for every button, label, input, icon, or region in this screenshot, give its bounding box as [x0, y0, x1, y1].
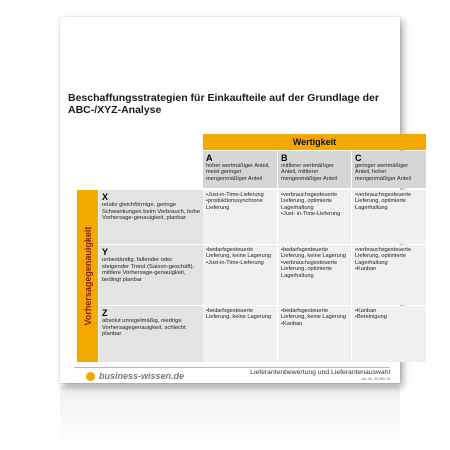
row-letter: X: [102, 192, 109, 202]
cell-x-c: [352, 190, 426, 244]
row-desc: unbeständig, fallender oder steigender Trend (Saison-geschäft), mittlere Vorhersage-genauigkeit, bedingt planbar: [102, 257, 195, 283]
list-item: • Kanban: [355, 308, 423, 314]
list-item: • bedarfsgesteuerte Lieferung, keine Lagerung: [281, 247, 348, 260]
row-letter: Z: [102, 308, 108, 318]
list-item: • bedarfsgesteuerte Lieferung, keine Lagerung: [281, 308, 348, 321]
row-group-label: Vorhersagegenauigkeit: [82, 226, 93, 326]
list-item: • Kanban: [281, 321, 348, 327]
logo-text: business-wissen.de: [99, 371, 185, 381]
list-item: • verbrauchsgesteuerte Lieferung, optimierte Lagerhaltung: [281, 260, 348, 279]
list-item: • verbrauchsgesteuerte Lieferung, optimierte Lagerhaltung: [281, 192, 348, 211]
list-item: • produktionssynchrone Lieferung: [206, 198, 274, 211]
column-letter: C: [355, 153, 362, 163]
list-item: • verbrauchsgesteuerte Lieferung, optimierte Lagerhaltung: [355, 192, 423, 211]
column-header-a: [203, 151, 277, 188]
list-item: • Just-in-Time-Lieferung: [206, 260, 274, 266]
cell-y-c: [352, 245, 426, 305]
row-header-y: [99, 245, 203, 305]
document-reflection: [60, 386, 400, 446]
document-page: [60, 17, 412, 383]
row-desc: relativ gleichförmige, geringe Schwankungen beim Verbrauch, hohe Vorhersage-genauigkeit, planbar: [102, 202, 200, 222]
cell-y-a: [203, 245, 277, 305]
column-header-c: [352, 151, 426, 188]
cell-z-a: [203, 306, 277, 362]
column-group-header: Wertigkeit: [203, 134, 426, 150]
article-number: Art.-Nr. 30 099 16: [361, 377, 390, 381]
column-desc: geringer wertmäßiger Anteil, hoher mengenmäßiger Anteil: [355, 163, 411, 182]
logo-dot-icon: [86, 372, 95, 381]
row-letter: Y: [102, 247, 109, 257]
cell-z-b: [278, 306, 351, 362]
cell-x-a: [203, 190, 277, 244]
row-desc: absolut unregelmäßig, niedrige Vorhersagegenauigkeit, schlecht planbar: [102, 318, 186, 338]
footer-title: Lieferantenbewertung und Lieferantenauswahl: [250, 369, 390, 376]
cell-y-b: [278, 245, 351, 305]
list-item: • Just-in-Time-Lieferung: [206, 192, 274, 198]
cell-x-b: [278, 190, 351, 244]
list-item: • bedarfsgesteuerte Lieferung, keine Lagerung: [206, 247, 274, 260]
column-letter: B: [281, 153, 288, 163]
list-item: • verbrauchsgesteuerte Lieferung, optimierte Lagerhaltung: [355, 247, 423, 266]
column-letter: A: [206, 153, 213, 163]
column-header-b: [278, 151, 351, 188]
list-item: • Kanban: [355, 266, 423, 272]
abc-xyz-matrix: [77, 134, 412, 362]
footer-info: [250, 369, 390, 382]
row-header-z: [99, 306, 203, 362]
column-desc: hoher wertmäßiger Anteil, meist geringer mengenmäßiger Anteil: [206, 163, 270, 182]
column-desc: mittlerer wertmäßiger Anteil, mittlerer mengenmäßiger Anteil: [281, 163, 337, 182]
cell-z-c: [352, 306, 426, 362]
list-item: • Just- in-Time-Lieferung: [281, 211, 348, 217]
logo: [86, 371, 184, 381]
footer-divider: [74, 367, 390, 368]
row-group-header: [77, 190, 98, 362]
document-title: Beschaffungsstrategien für Einkaufteile auf der Grundlage der ABC-/XYZ-Analyse: [68, 92, 379, 116]
list-item: • bedarfsgesteuerte Lieferung, keine Lagerung: [206, 308, 274, 321]
row-header-x: [99, 190, 203, 244]
list-item: • Bereinigung: [355, 314, 423, 320]
